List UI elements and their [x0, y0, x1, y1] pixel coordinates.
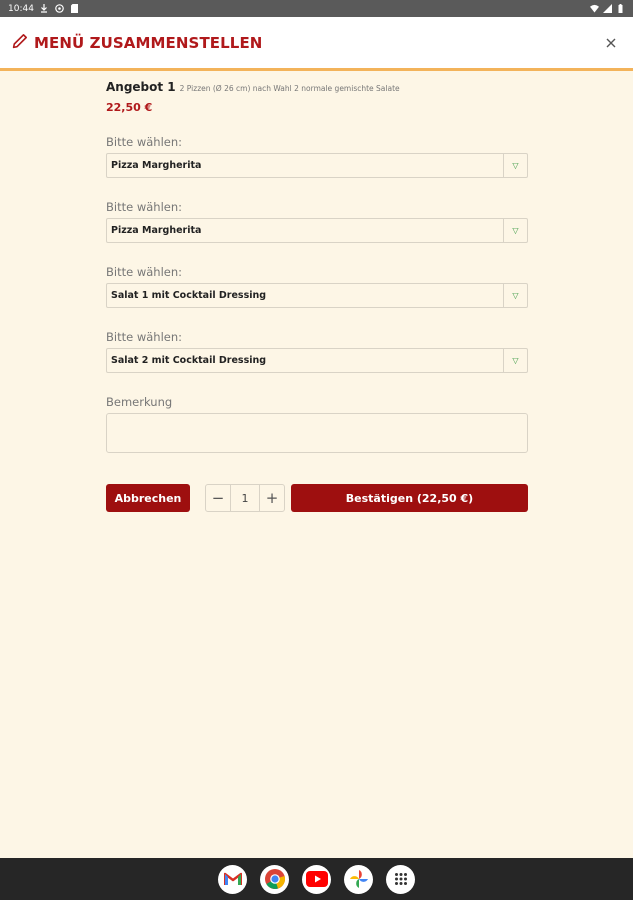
selection-value: Pizza Margherita — [111, 160, 202, 171]
dialog-title: MENÜ ZUSAMMENSTELLEN — [34, 33, 263, 52]
selection-value: Salat 1 mit Cocktail Dressing — [111, 290, 267, 301]
sim-card-icon — [70, 4, 79, 13]
selection-value: Salat 2 mit Cocktail Dressing — [111, 355, 267, 366]
battery-icon — [616, 4, 625, 13]
chevron-down-icon: ▽ — [503, 349, 527, 372]
close-button[interactable] — [601, 33, 621, 53]
close-icon — [606, 38, 616, 48]
action-bar — [106, 484, 528, 512]
photos-icon[interactable] — [344, 865, 373, 894]
selection-dropdown-1[interactable] — [106, 153, 528, 178]
offer-header — [106, 80, 528, 94]
selection-field-4 — [106, 330, 528, 373]
confirm-button[interactable]: Bestätigen (22,50 €) — [291, 484, 528, 512]
pencil-icon — [12, 33, 28, 53]
quantity-value[interactable]: 1 — [230, 485, 260, 511]
chrome-icon[interactable] — [260, 865, 289, 894]
wifi-icon — [590, 4, 599, 13]
chevron-down-icon: ▽ — [503, 154, 527, 177]
selection-field-3 — [106, 265, 528, 308]
selection-label: Bitte wählen: — [106, 330, 183, 344]
chevron-down-icon: ▽ — [503, 219, 527, 242]
selection-label: Bitte wählen: — [106, 135, 183, 149]
selection-field-1 — [106, 135, 528, 178]
status-bar — [0, 0, 633, 17]
signal-icon — [603, 4, 612, 13]
app-drawer-icon[interactable] — [386, 865, 415, 894]
selection-value: Pizza Margherita — [111, 225, 202, 236]
app-dock — [0, 858, 633, 900]
selection-dropdown-3[interactable] — [106, 283, 528, 308]
offer-description: 2 Pizzen (Ø 26 cm) nach Wahl 2 normale gemischte Salate — [179, 84, 400, 93]
remark-label: Bemerkung — [106, 395, 173, 409]
offer-price: 22,50 € — [106, 101, 153, 114]
youtube-icon[interactable] — [302, 865, 331, 894]
increment-button[interactable]: + — [265, 489, 279, 507]
remark-field — [106, 395, 528, 453]
download-icon — [40, 4, 49, 13]
dialog-header — [0, 17, 633, 71]
selection-dropdown-4[interactable] — [106, 348, 528, 373]
selection-label: Bitte wählen: — [106, 200, 183, 214]
selection-dropdown-2[interactable] — [106, 218, 528, 243]
remark-textarea[interactable] — [106, 413, 528, 453]
offer-name: Angebot 1 — [106, 80, 176, 94]
selection-field-2 — [106, 200, 528, 243]
cancel-button[interactable]: Abbrechen — [106, 484, 190, 512]
gmail-icon[interactable] — [218, 865, 247, 894]
status-time: 10:44 — [8, 3, 34, 14]
chevron-down-icon: ▽ — [503, 284, 527, 307]
decrement-button[interactable]: − — [211, 489, 225, 507]
menu-form — [106, 80, 528, 507]
sync-icon — [55, 4, 64, 13]
quantity-stepper — [205, 484, 285, 512]
selection-label: Bitte wählen: — [106, 265, 183, 279]
